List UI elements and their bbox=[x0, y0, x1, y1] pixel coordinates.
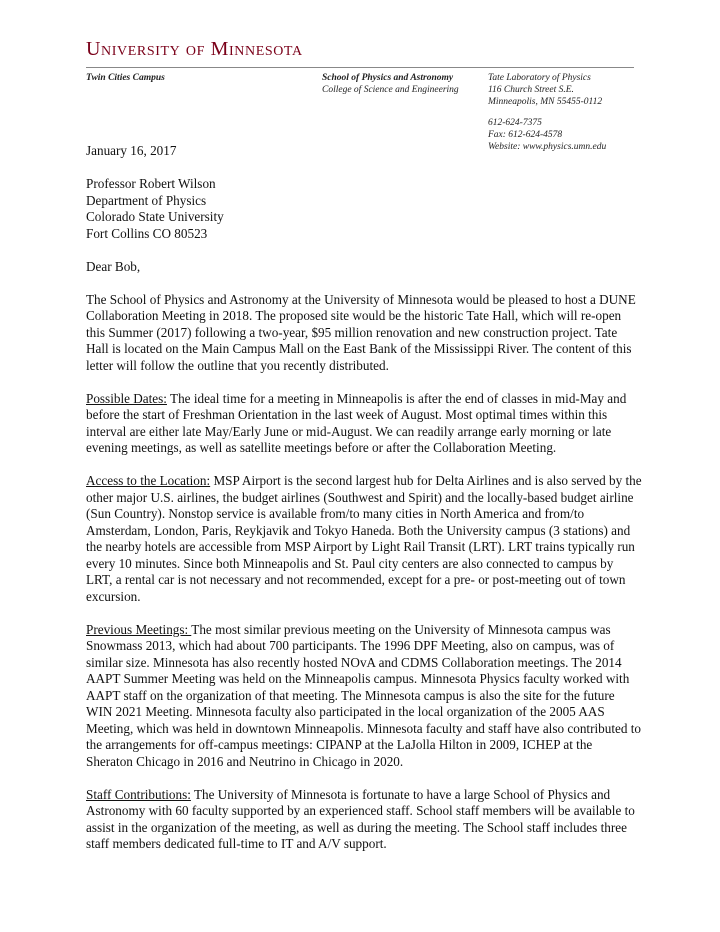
section-heading: Possible Dates: bbox=[86, 390, 167, 406]
letter-body bbox=[86, 143, 642, 869]
website: Website: www.physics.umn.edu bbox=[488, 142, 607, 152]
letterhead-campus-column bbox=[86, 72, 165, 84]
university-name: University of Minnesota bbox=[86, 38, 303, 60]
address-line: Minneapolis, MN 55455-0112 bbox=[488, 97, 603, 107]
school-name: School of Physics and Astronomy bbox=[322, 73, 454, 83]
fax-number: Fax: 612-624-4578 bbox=[488, 130, 563, 140]
letterhead-school-column bbox=[322, 72, 459, 96]
section-text: The ideal time for a meeting in Minneapolis is after the end of classes in mid-May and before the start of Freshman Orientation in the last week of August. Most optimal times within this interval are either late May/Early June or mid-August. We can readily arrange early morning or late evening meetings, as well as satellite meetings before or after the Collaboration Meeting. bbox=[86, 390, 627, 455]
section-text: MSP Airport is the second largest hub for Delta Airlines and is also served by the other major U.S. airlines, the budget airlines (Southwest and Spirit) and the locally-based budget airline (Sun Country). Nonstop service is available from/to many cities in North America and from/to Amsterdam, London, Paris, Reykjavik and Tokyo Haneda. Both the University campus (3 stations) and the nearby hotels are accessible from MSP Airport by Light Rail Transit (LRT). LRT trains typically run every 10 minutes. Since both Minneapolis and St. Paul city centers are also connected to campus by LRT, a rental car is not necessary and not recommended, except for a pre- or post-meeting out of town excursion. bbox=[86, 473, 642, 604]
recipient-line: Department of Physics bbox=[86, 192, 207, 208]
section-possible-dates bbox=[86, 391, 642, 457]
address-line: Tate Laboratory of Physics bbox=[488, 73, 591, 83]
section-previous-meetings bbox=[86, 622, 642, 771]
letterhead-contact-column bbox=[488, 72, 606, 153]
section-access-location bbox=[86, 473, 642, 605]
letter-date: January 16, 2017 bbox=[86, 143, 177, 158]
recipient-line: Colorado State University bbox=[86, 209, 224, 224]
recipient-address bbox=[86, 176, 642, 242]
recipient-line: Professor Robert Wilson bbox=[86, 176, 216, 191]
section-heading: Previous Meetings: bbox=[86, 621, 192, 637]
section-text: The most similar previous meeting on the University of Minnesota campus was Snowmass 2013, which had about 700 participants. The 1996 DPF Meeting, also on campus, was of similar size. Minnesota has also recently hosted NOvA and CDMS Collaboration meetings. The 2014 AAPT Summer Meeting was held on the Minneapolis campus. Minnesota Physics faculty worked with AAPT staff on the organization of that meeting. The Minnesota campus is also the site for the future WIN 2021 Meeting. Minnesota faculty also participated in the local organization of the 2005 AAS Meeting, which was held in downtown Minneapolis. Minnesota faculty and staff have also contributed to the arrangements for off-campus meetings: CIPANP at the LaJolla Hilton in 2009, ICHEP at the Sheraton Chicago in 2016 and Neutrino in Chicago in 2020. bbox=[86, 621, 641, 769]
salutation: Dear Bob, bbox=[86, 258, 141, 274]
section-text: The University of Minnesota is fortunate to have a large School of Physics and Astronomy with 60 faculty supported by an experienced staff. School staff members will be available to assist in the organization of the meeting, as well as during the meeting. The School staff includes three staff members dedicated full-time to IT and A/V support. bbox=[86, 786, 635, 851]
section-staff-contributions bbox=[86, 787, 642, 853]
campus-name: Twin Cities Campus bbox=[86, 73, 165, 83]
college-name: College of Science and Engineering bbox=[322, 85, 459, 95]
letterhead-divider bbox=[86, 67, 634, 68]
section-heading: Access to the Location: bbox=[86, 473, 211, 488]
recipient-line: Fort Collins CO 80523 bbox=[86, 225, 208, 241]
intro-paragraph: The School of Physics and Astronomy at the University of Minnesota would be pleased to host a DUNE Collaboration Meeting in 2018. The proposed site would be the historic Tate Hall, which will re-open this Summer (2017) following a two-year, $95 million renovation and new construction project. Tate Hall is located on the Main Campus Mall on the East Bank of the Mississippi River. The content of this letter will follow the outline that you recently distributed. bbox=[86, 291, 636, 373]
section-heading: Staff Contributions: bbox=[86, 786, 191, 802]
address-line: 116 Church Street S.E. bbox=[488, 85, 574, 95]
phone-number: 612-624-7375 bbox=[488, 118, 542, 128]
